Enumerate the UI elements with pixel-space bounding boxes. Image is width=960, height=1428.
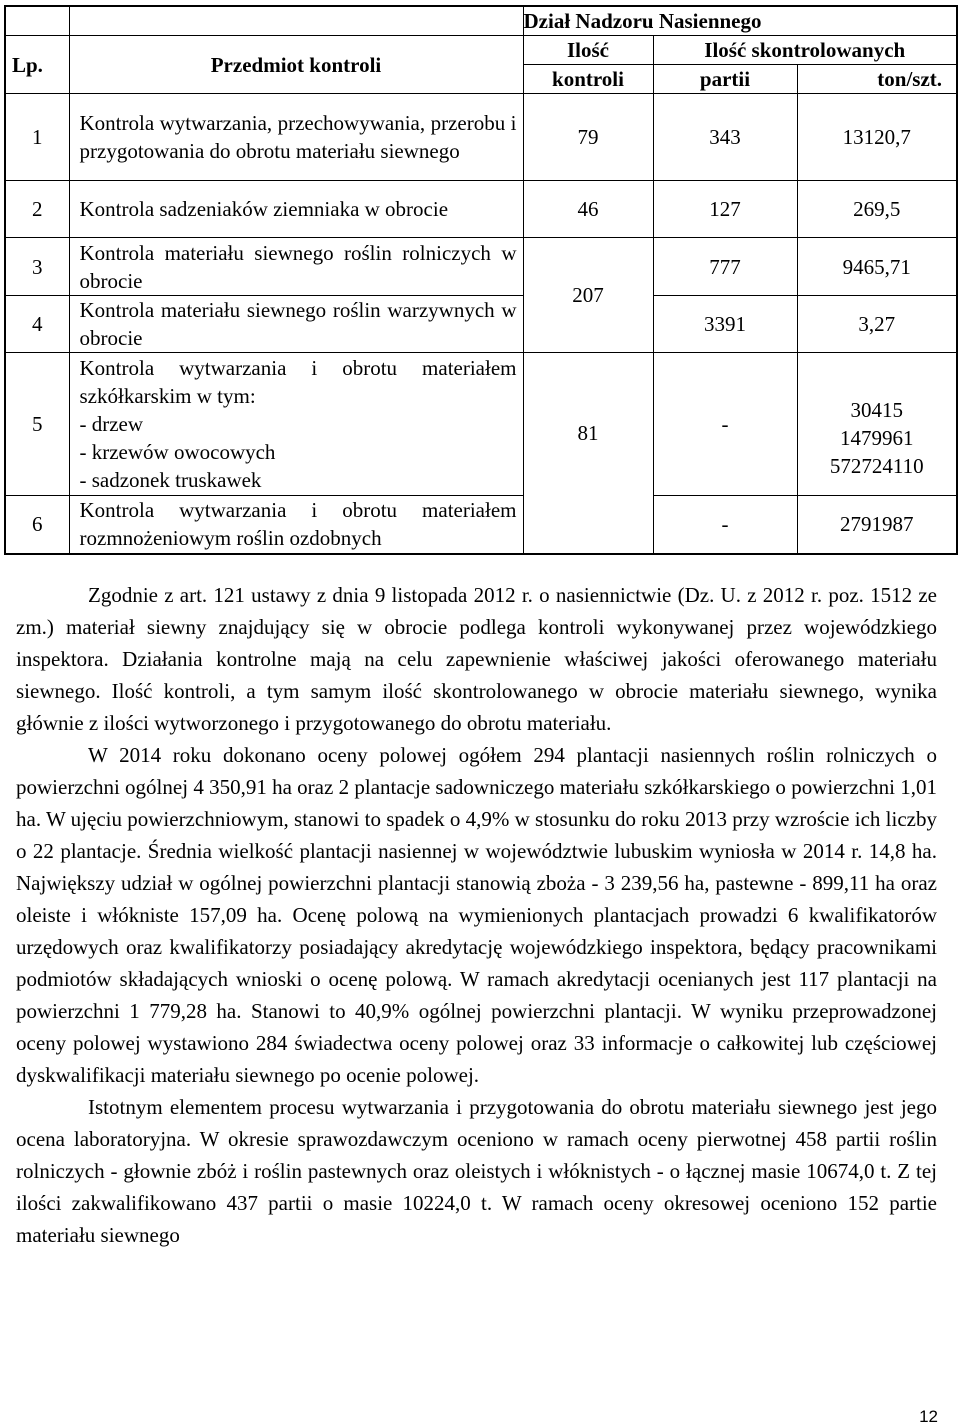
row-lp: 4 (5, 296, 69, 353)
row-lp: 6 (5, 496, 69, 554)
row-count: 79 (523, 94, 653, 181)
row-subject-line: - krzewów owocowych (79, 440, 276, 464)
header-lots: partii (653, 65, 797, 94)
row-lots: 343 (653, 94, 797, 181)
table-title: Dział Nadzoru Nasiennego (523, 6, 957, 36)
row-count: 207 (523, 238, 653, 353)
paragraph: Istotnym elementem procesu wytwarzania i przygotowania do obrotu materiału siewnego jest jego ocena laboratoryjna. W okresie sprawozdawczym oceniono w ramach oceny pierwotnej 458 partii roślin rolniczych - głownie zbóż i roślin pastewnych oraz oleistych i włóknistych - o łącznej masie 10674,0 t. Z tej ilości zakwalifikowano 437 partii o masie 10224,0 t. W ramach oceny okresowej oceniono 152 partie materiału siewnego (16, 1095, 937, 1247)
row-count: 81 (523, 353, 653, 554)
body-text (16, 579, 937, 1251)
row-subject-line: Kontrola wytwarzania i obrotu materiałem szkółkarskim w tym: (79, 356, 517, 408)
row-tons: 2791987 (797, 496, 957, 554)
row-tons-line: 572724110 (829, 454, 924, 478)
header-tons: ton/szt. (797, 65, 957, 94)
table-row (5, 353, 957, 496)
row-lp: 3 (5, 238, 69, 296)
row-lots: 127 (653, 181, 797, 238)
page-number: 12 (919, 1407, 938, 1426)
row-lp: 2 (5, 181, 69, 238)
row-subject: Kontrola sadzeniaków ziemniaka w obrocie (69, 181, 523, 238)
row-subject-line: - drzew (79, 412, 144, 436)
row-subject: Kontrola wytwarzania, przechowywania, przerobu i przygotowania do obrotu materiału siewnego (69, 94, 523, 181)
header-subject: Przedmiot kontroli (69, 36, 523, 94)
seed-control-table (4, 5, 958, 555)
row-tons: 13120,7 (797, 94, 957, 181)
header-lp: Lp. (5, 36, 69, 94)
header-checked: Ilość skontrolowanych (653, 36, 957, 65)
table-row (5, 496, 957, 554)
row-lots: 3391 (653, 296, 797, 353)
row-lots: - (653, 496, 797, 554)
row-subject: Kontrola materiału siewnego roślin rolniczych w obrocie (69, 238, 523, 296)
row-tons: 3,27 (797, 296, 957, 353)
row-subject-line: - sadzonek truskawek (79, 468, 262, 492)
row-subject (69, 353, 523, 496)
row-tons-line: 30415 (850, 398, 903, 422)
row-lp: 5 (5, 353, 69, 496)
row-lots: 777 (653, 238, 797, 296)
row-count: 46 (523, 181, 653, 238)
row-tons: 9465,71 (797, 238, 957, 296)
paragraph: W 2014 roku dokonano oceny polowej ogółem 294 plantacji nasiennych roślin rolniczych o powierzchni ogólnej 4 350,91 ha oraz 2 plantacje sadowniczego materiału szkółkarskiego o powierzchni 1,01 ha. W ujęciu powierzchniowym, stanowi to spadek o 4,9% w stosunku do roku 2013 przy wzroście ich liczby o 22 plantacje. Średnia wielkość plantacji nasiennej w województwie lubuskim wyniosła w 2014 r. 14,8 ha. Największy udział w ogólnej powierzchni plantacji stanowią zboża - 3 239,56 ha, pastewne - 899,11 ha oraz oleiste i włókniste 157,09 ha. Ocenę polową na wymienionych plantacjach prowadzi 6 kwalifikatorów urzędowych oraz kwalifikatorzy posiadający akredytację wojewódzkiego inspektora, będący pracownikami podmiotów składających wnioski o ocenę polową. W ramach akredytacji ocenianych jest 117 plantacji na powierzchni 1 779,28 ha. Stanowi to 40,9% ogólnej powierzchni plantacji. W wyniku przeprowadzonej oceny polowej wystawiono 284 świadectwa oceny polowej oraz 33 informacje o całkowitej lub częściowej dyskwalifikacji materiału siewnego po ocenie polowej. (16, 743, 937, 1087)
row-tons: 269,5 (797, 181, 957, 238)
table-row (5, 296, 957, 353)
row-tons (797, 353, 957, 496)
header-count-line2: kontroli (523, 65, 653, 94)
row-lots: - (653, 353, 797, 496)
paragraph: Zgodnie z art. 121 ustawy z dnia 9 listopada 2012 r. o nasiennictwie (Dz. U. z 2012 r. poz. 1512 ze zm.) materiał siewny znajdujący się w obrocie podlega kontroli wykonywanej przez wojewódzkiego inspektora. Działania kontrolne mają na celu zapewnienie właściwej jakości oferowanego materiału siewnego. Ilość kontroli, a tym samym ilość skontrolowanego w obrocie materiału siewnego, wynika głównie z ilości wytworzonego i przygotowanego do obrotu materiału. (16, 583, 937, 735)
row-subject: Kontrola wytwarzania i obrotu materiałem rozmnożeniowym roślin ozdobnych (69, 496, 523, 554)
row-subject: Kontrola materiału siewnego roślin warzywnych w obrocie (69, 296, 523, 353)
header-count-line1: Ilość (523, 36, 653, 65)
row-tons-line: 1479961 (840, 426, 914, 450)
table-row (5, 238, 957, 296)
table-row (5, 181, 957, 238)
row-lp: 1 (5, 94, 69, 181)
table-row (5, 94, 957, 181)
